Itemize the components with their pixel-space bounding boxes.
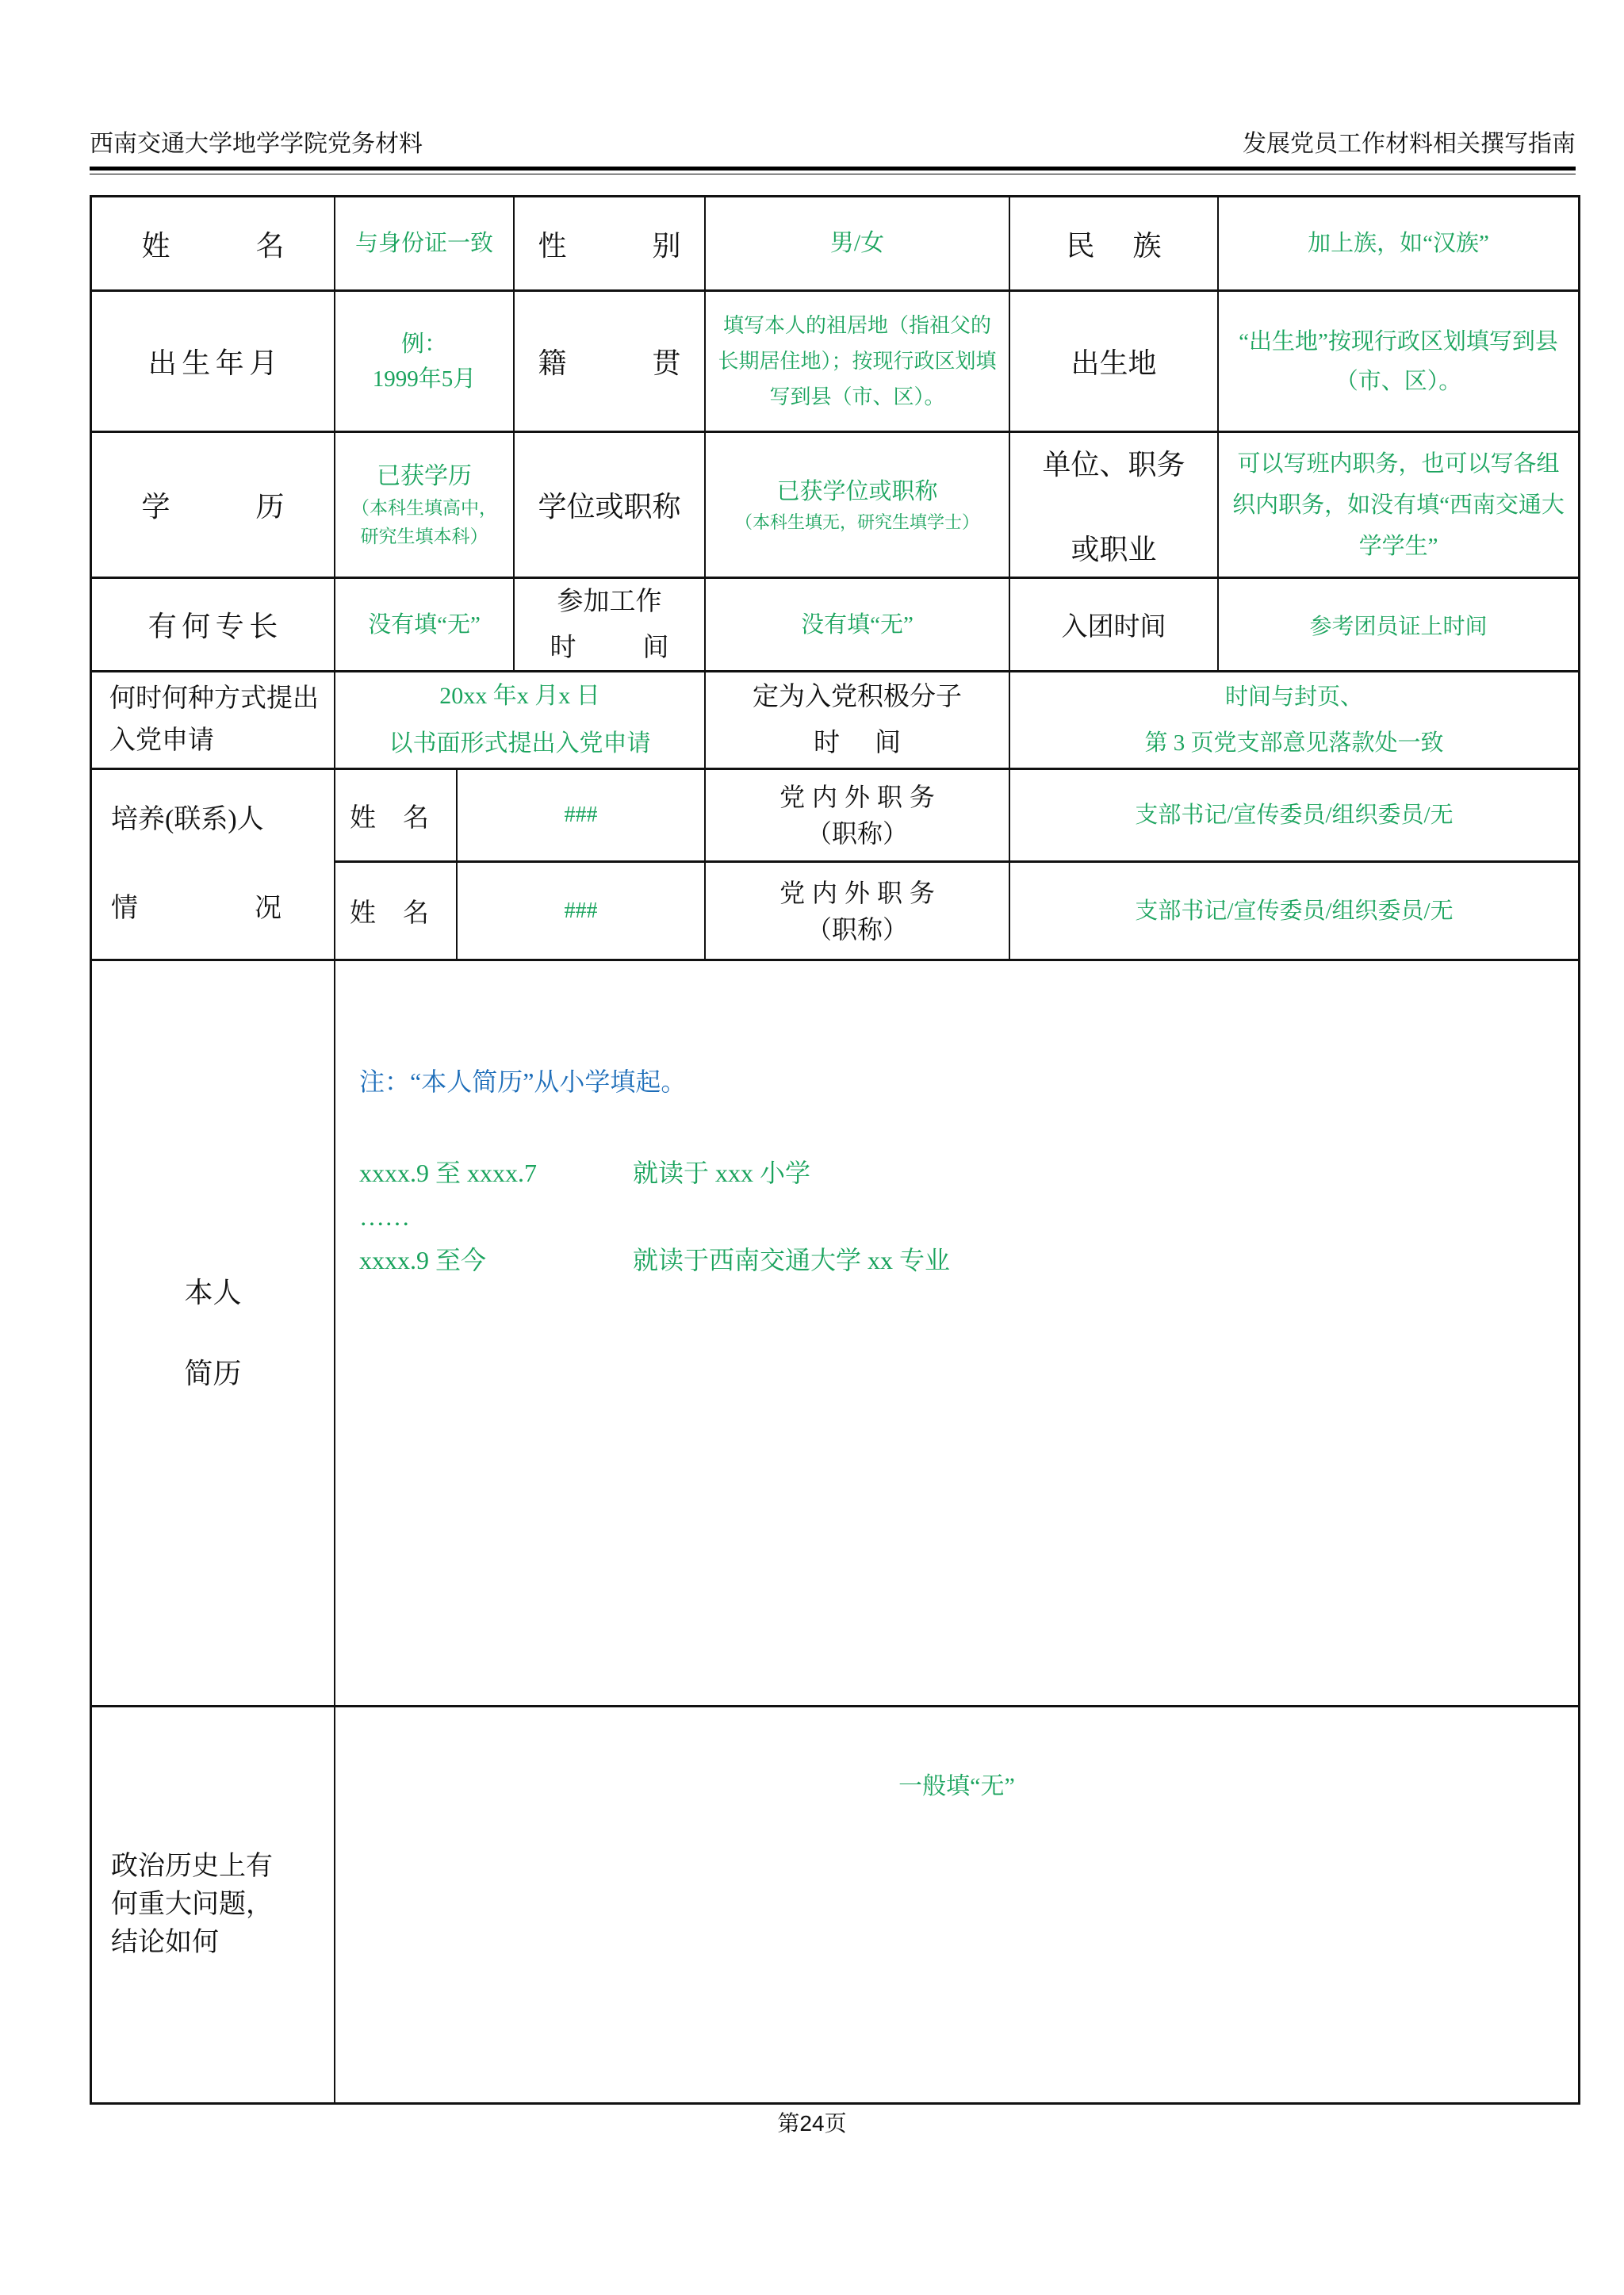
birth-label: 出生年月 — [147, 347, 283, 379]
cell-mentor1-name-value — [458, 770, 706, 863]
mentor2-duty-note: 支部书记/宣传委员/组织委员/无 — [1135, 898, 1454, 924]
birthplace-note: “出生地”按现行政区划填写到县（市、区）。 — [1239, 328, 1558, 394]
cell-birth-note — [335, 292, 515, 433]
resume-ellipsis-text: …… — [359, 1202, 410, 1231]
birth-note-line2: 1999年5月 — [372, 366, 477, 392]
work-label-line1: 参加工作 — [557, 587, 662, 616]
cell-application-label — [92, 672, 335, 770]
resume-ellipsis — [359, 1195, 950, 1239]
degree-note-main: 已获学位或职称 — [776, 478, 938, 504]
work-note: 没有填“无” — [801, 611, 914, 638]
application-note-line2: 以书面形式提出入党申请 — [389, 730, 651, 757]
mentor2-name-label: 姓名 — [350, 899, 429, 928]
cell-mentor-label — [92, 770, 335, 961]
activist-label-line2: 时间 — [814, 729, 901, 757]
unit-label-line2: 或职业 — [1071, 533, 1157, 565]
cell-unit-note — [1219, 433, 1578, 579]
political-label-line1: 政治历史上有 — [111, 1852, 273, 1881]
birthplace-label: 出生地 — [1071, 347, 1157, 379]
cell-gender-label — [515, 197, 706, 292]
mentor2-duty-label-line1: 党内外职务 — [779, 878, 942, 907]
cell-mentor2-duty-label — [706, 863, 1010, 961]
cell-work-label — [515, 579, 706, 672]
political-note: 一般填“无” — [898, 1773, 1015, 1799]
cell-ethnic-label — [1010, 197, 1219, 292]
activist-note-line1: 时间与封页、 — [1224, 684, 1363, 710]
cell-birth-label — [92, 292, 335, 433]
work-label-line2: 时间 — [550, 633, 669, 662]
political-label-line3: 结论如何 — [111, 1928, 219, 1957]
cell-political-note — [335, 1707, 1578, 2102]
cell-ethnic-note — [1219, 197, 1578, 292]
mentor1-duty-label-line2: （职称） — [806, 819, 908, 848]
cell-resume-content — [335, 961, 1578, 1707]
edu-note-sub2: 研究生填本科） — [360, 526, 488, 546]
unit-label-line1: 单位、职务 — [1042, 448, 1185, 481]
cell-league-note — [1219, 579, 1578, 672]
header-left-title: 西南交通大学地学学院党务材料 — [90, 131, 423, 157]
cell-edu-label — [92, 433, 335, 579]
cell-mentor1-duty-note — [1010, 770, 1578, 863]
resume-entry-2-detail: 就读于西南交通大学 xx 专业 — [633, 1246, 951, 1274]
cell-edu-note — [335, 433, 515, 579]
specialty-label: 有何专长 — [147, 611, 283, 642]
resume-note: 注：“本人简历”从小学填起。 — [359, 1067, 687, 1096]
cell-mentor1-name-label — [335, 770, 458, 863]
cell-specialty-note — [335, 579, 515, 672]
resume-entry-1 — [359, 1151, 950, 1195]
mentor1-duty-note: 支部书记/宣传委员/组织委员/无 — [1135, 803, 1454, 828]
cell-mentor2-duty-note — [1010, 863, 1578, 961]
cell-gender-note — [706, 197, 1010, 292]
application-label-line1: 何时何种方式提出 — [109, 684, 319, 713]
page-number: 第24页 — [777, 2111, 847, 2136]
edu-label: 学历 — [141, 491, 285, 523]
cell-mentor1-duty-label — [706, 770, 1010, 863]
political-label-line2: 何重大问题， — [111, 1890, 273, 1919]
cell-work-note — [706, 579, 1010, 672]
application-label-line2: 入党申请 — [109, 726, 214, 755]
cell-degree-label — [515, 433, 706, 579]
name-note: 与身份证一致 — [354, 231, 493, 256]
activist-label-line1: 定为入党积极分子 — [753, 683, 962, 711]
league-note: 参考团员证上时间 — [1309, 614, 1488, 639]
page-header — [90, 124, 1576, 159]
mentor2-name-value: ### — [564, 898, 598, 923]
edu-note-main: 已获学历 — [377, 462, 472, 489]
degree-note-sub: （本科生填无，研究生填学士） — [734, 511, 979, 532]
mentor1-duty-label-line1: 党内外职务 — [779, 783, 942, 811]
header-rule — [90, 167, 1576, 174]
resume-entry-1-period: xxxx.9 至 xxxx.7 — [359, 1159, 538, 1187]
cell-activist-label — [706, 672, 1010, 770]
resume-entry-2 — [359, 1239, 950, 1282]
unit-note: 可以写班内职务，也可以写各组织内职务，如没有填“西南交通大学学生” — [1232, 450, 1565, 559]
ethnic-note: 加上族，如“汉族” — [1308, 231, 1489, 256]
name-label: 姓名 — [141, 229, 285, 262]
header-right-title: 发展党员工作材料相关撰写指南 — [1243, 131, 1576, 157]
cell-birthplace-note — [1219, 292, 1578, 433]
resume-entries — [359, 1151, 950, 1282]
mentor1-name-label: 姓名 — [350, 803, 429, 833]
resume-label-line2: 简历 — [184, 1358, 242, 1389]
cell-unit-label — [1010, 433, 1219, 579]
cell-application-note — [335, 672, 706, 770]
origin-label: 籍贯 — [538, 347, 681, 379]
gender-label: 性别 — [538, 229, 681, 262]
cell-political-label — [92, 1707, 335, 2102]
cell-mentor2-name-value — [458, 863, 706, 961]
cell-degree-note — [706, 433, 1010, 579]
cell-name-note — [335, 197, 515, 292]
application-note-line1: 20xx 年x 月x 日 — [439, 683, 600, 709]
cell-specialty-label — [92, 579, 335, 672]
cell-origin-label — [515, 292, 706, 433]
birth-note-line1: 例： — [400, 331, 447, 357]
cell-activist-note — [1010, 672, 1578, 770]
cell-league-label — [1010, 579, 1219, 672]
ethnic-label: 民族 — [1066, 229, 1162, 262]
cell-name-label — [92, 197, 335, 292]
cell-birthplace-label — [1010, 292, 1219, 433]
mentor1-name-value: ### — [564, 803, 598, 827]
specialty-note: 没有填“无” — [368, 611, 481, 638]
cell-origin-note — [706, 292, 1010, 433]
form-guide-table — [90, 195, 1580, 2105]
degree-label: 学位或职称 — [538, 491, 681, 523]
origin-note: 填写本人的祖居地（指祖父的长期居住地）；按现行政区划填写到县（市、区）。 — [718, 314, 997, 408]
resume-entry-2-period: xxxx.9 至今 — [359, 1246, 487, 1274]
mentor-label-line2: 情况 — [111, 894, 282, 923]
edu-note-sub1: （本科生填高中， — [351, 497, 497, 518]
activist-note-line2: 第 3 页党支部意见落款处一致 — [1144, 730, 1444, 756]
mentor-label-line1: 培养(联系)人 — [111, 805, 264, 834]
cell-resume-label — [92, 961, 335, 1707]
league-label: 入团时间 — [1061, 613, 1166, 642]
gender-note: 男/女 — [829, 230, 885, 256]
resume-entry-1-detail: 就读于 xxx 小学 — [633, 1159, 811, 1187]
cell-mentor2-name-label — [335, 863, 458, 961]
mentor2-duty-label-line2: （职称） — [806, 914, 908, 944]
resume-label-line1: 本人 — [184, 1277, 242, 1308]
